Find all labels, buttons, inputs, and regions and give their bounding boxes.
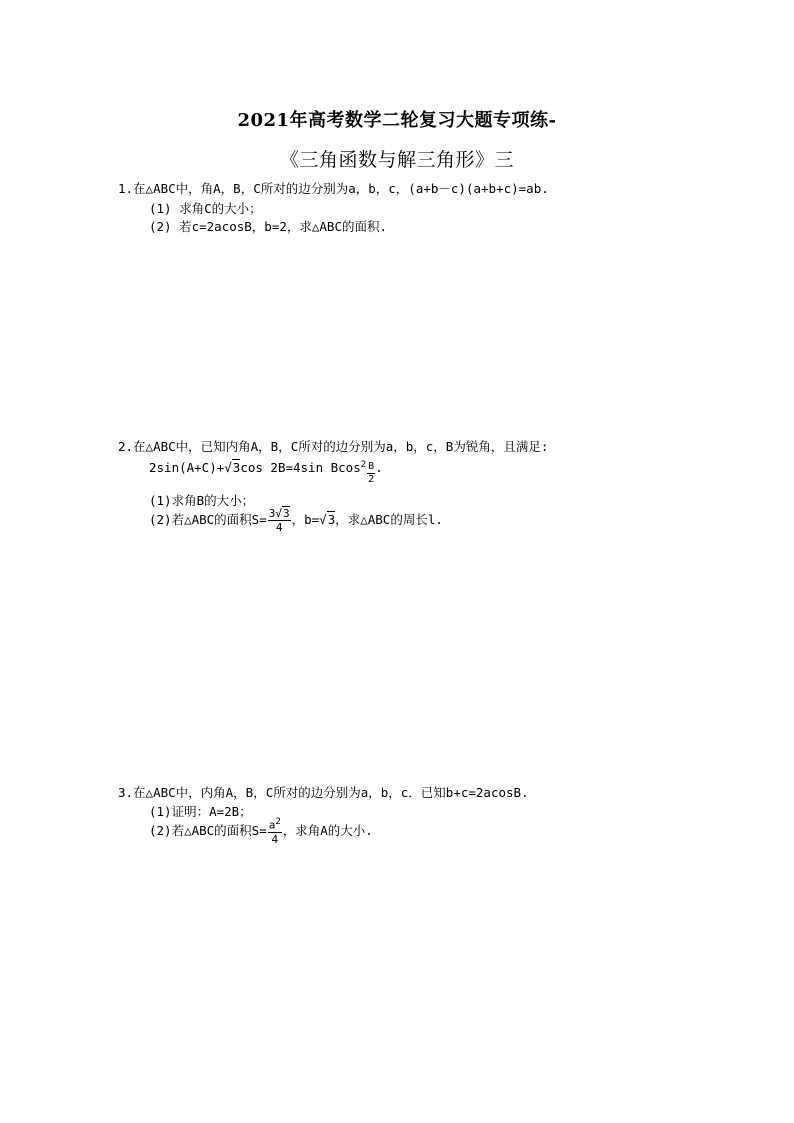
problem-3-stem: 3.在△ABC中，内角A，B，C所对的边分别为a，b，c．已知b+c=2acosB. <box>118 785 529 800</box>
problem-1-part-2: (2) 若c=2acosB，b=2，求△ABC的面积. <box>149 219 388 234</box>
problem-3-part-1: (1)证明：A=2B； <box>149 804 252 819</box>
area-fraction <box>268 508 291 533</box>
part-2-prefix: (2)若△ABC的面积S= <box>149 822 267 838</box>
part-2-prefix: (2)若△ABC的面积S= <box>149 512 267 527</box>
sqrt-symbol: √3 <box>224 460 241 476</box>
numerator-var: a <box>268 818 276 832</box>
problem-2-part-1: (1)求角B的大小； <box>149 493 255 508</box>
problem-1-stem: 1.在△ABC中，角A，B，C所对的边分别为a，b，c，(a+b－c)(a+b+c)=ab. <box>118 181 549 196</box>
sqrt-radicand: 3 <box>327 512 336 527</box>
problem-2-part-2 <box>149 508 443 533</box>
page-title-line2: 《三角函数与解三角形》三 <box>279 149 514 171</box>
area-numerator <box>268 818 282 833</box>
area-denominator: 4 <box>271 832 279 846</box>
numerator-coef: 3 <box>268 507 276 520</box>
area-fraction <box>268 818 282 845</box>
formula-suffix: . <box>375 460 383 476</box>
formula-power: 2 <box>360 460 367 470</box>
sqrt-symbol: √3 <box>319 512 336 527</box>
numerator-power: 2 <box>275 817 281 827</box>
area-denominator: 4 <box>275 521 283 534</box>
sqrt-radicand: 3 <box>282 507 290 520</box>
formula-middle: cos 2B=4sin Bcos <box>240 460 361 476</box>
problem-2-stem: 2.在△ABC中，已知内角A，B，C所对的边分别为a，b，c，B为锐角，且满足: <box>118 439 549 454</box>
fraction-denominator: 2 <box>368 474 375 486</box>
sqrt-symbol: √3 <box>275 507 290 520</box>
problem-2-formula <box>149 460 383 485</box>
page-title-line1: 2021年高考数学二轮复习大题专项练- <box>237 110 557 131</box>
formula-prefix: 2sin(A+C)+ <box>149 460 225 476</box>
part-2-suffix: ，求角A的大小. <box>282 822 373 838</box>
fraction-numerator: B <box>368 461 375 473</box>
problem-3-part-2 <box>149 818 373 845</box>
part-2-suffix: ，求△ABC的周长l. <box>335 512 443 527</box>
sqrt-radicand: 3 <box>232 460 241 476</box>
area-numerator <box>268 508 291 521</box>
problem-1-part-1: (1) 求角C的大小； <box>149 201 262 216</box>
formula-fraction <box>367 462 375 485</box>
part-2-mid: ，b= <box>291 512 320 527</box>
